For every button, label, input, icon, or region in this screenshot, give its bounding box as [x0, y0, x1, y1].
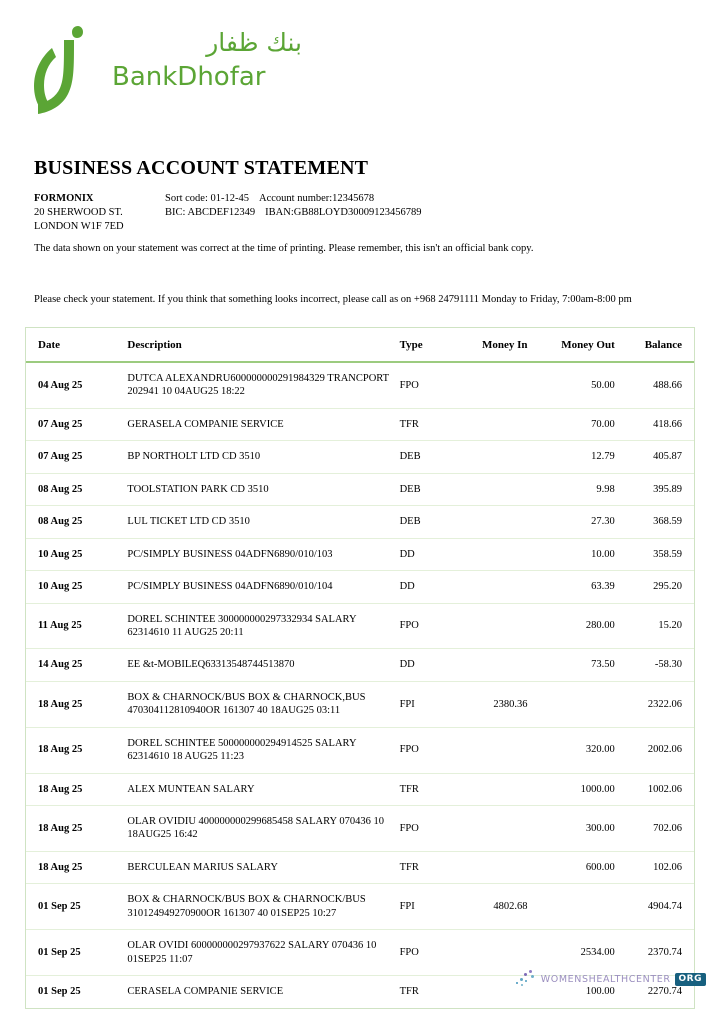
contact-notice: Please check your statement. If you think that something looks incorrect, please call as on +968 24791111 Monday to Friday, 7:00am-8:00 pm	[34, 294, 632, 305]
cell-description	[119, 538, 399, 570]
cell-balance: 2370.74	[615, 930, 694, 976]
cell-money-out: 50.00	[527, 362, 614, 408]
cell-date: 01 Sep 25	[26, 930, 119, 976]
cell-money-in	[452, 851, 527, 883]
cell-money-out: 10.00	[527, 538, 614, 570]
cell-money-out: 300.00	[527, 806, 614, 852]
table-row	[26, 649, 694, 681]
cell-description	[119, 441, 399, 473]
cell-balance: 2270.74	[647, 986, 682, 998]
cell-date: 07 Aug 25	[26, 441, 119, 473]
cell-money-out: 1000.00	[527, 773, 614, 805]
account-number: Account number:12345678	[259, 193, 375, 204]
description-line-1: OLAR OVIDI 600000000297937622 SALARY 070436 10	[127, 940, 377, 952]
account-details	[165, 192, 422, 220]
page-title: BUSINESS ACCOUNT STATEMENT	[34, 157, 369, 179]
dots-decoration-icon	[515, 970, 537, 988]
cell-type: DD	[400, 538, 453, 570]
cell-money-out: 73.50	[527, 649, 614, 681]
cell-balance: 395.89	[615, 473, 694, 505]
address-line-2: LONDON W1F 7ED	[34, 220, 124, 232]
cell-date: 18 Aug 25	[26, 773, 119, 805]
cell-description	[119, 649, 399, 681]
cell-balance: 358.59	[615, 538, 694, 570]
column-header-description: Description	[119, 328, 399, 362]
cell-date: 18 Aug 25	[26, 806, 119, 852]
column-header-money-out: Money Out	[527, 328, 614, 362]
description-line-1: DUTCA ALEXANDRU600000000291984329 TRANCPORT	[127, 373, 390, 384]
transactions-table	[26, 328, 694, 1008]
table-row	[26, 806, 694, 852]
cell-description	[119, 473, 399, 505]
cell-description	[119, 571, 399, 603]
cell-money-in	[452, 506, 527, 538]
cell-money-in: 2380.36	[452, 681, 527, 727]
cell-money-in	[452, 571, 527, 603]
cell-description	[119, 681, 399, 727]
cell-type: DEB	[400, 441, 453, 473]
cell-type: TFR	[400, 773, 453, 805]
cell-balance: 702.06	[615, 806, 694, 852]
table-row	[26, 408, 694, 440]
cell-money-out: 27.30	[527, 506, 614, 538]
cell-balance: 15.20	[615, 603, 694, 649]
cell-money-out: 280.00	[527, 603, 614, 649]
cell-description	[119, 727, 399, 773]
cell-money-in	[452, 773, 527, 805]
description-line-1: BOX & CHARNOCK/BUS BOX & CHARNOCK/BUS	[127, 894, 366, 906]
table-row	[26, 603, 694, 649]
table-row	[26, 727, 694, 773]
table-row	[26, 884, 694, 930]
cell-money-out	[527, 681, 614, 727]
cell-type: DD	[400, 649, 453, 681]
cell-description	[119, 773, 399, 805]
description-line-2: 62314610 18 AUG25 11:23	[127, 751, 244, 763]
cell-description	[119, 603, 399, 649]
cell-date: 14 Aug 25	[26, 649, 119, 681]
cell-money-out	[527, 884, 614, 930]
cell-description	[119, 851, 399, 883]
watermark-badge: ORG	[675, 973, 706, 986]
cell-money-out: 600.00	[527, 851, 614, 883]
table-row	[26, 681, 694, 727]
table-row	[26, 473, 694, 505]
watermark-text: WOMENSHEALTHCENTER	[540, 973, 671, 985]
description-line-1: OLAR OVIDIU 400000000299685458 SALARY 070436 10	[127, 816, 384, 827]
cell-type: FPI	[400, 681, 453, 727]
description-line-2: 62314610 11 AUG25 20:11	[127, 626, 244, 638]
cell-money-out: 70.00	[527, 408, 614, 440]
bic-code: BIC: ABCDEF12349	[165, 206, 256, 218]
cell-money-out: 320.00	[527, 727, 614, 773]
cell-money-in	[452, 727, 527, 773]
cell-type: DEB	[400, 506, 453, 538]
cell-balance: 368.59	[615, 506, 694, 538]
description-line-1: TOOLSTATION PARK CD 3510	[127, 483, 269, 495]
cell-date: 10 Aug 25	[26, 538, 119, 570]
cell-date: 01 Sep 25	[26, 884, 119, 930]
cell-money-out: 100.00	[585, 986, 615, 998]
cell-money-in	[452, 806, 527, 852]
table-row	[26, 506, 694, 538]
logo-arabic-text: بنك ظفار	[206, 28, 302, 57]
description-line-1: CERASELA COMPANIE SERVICE	[127, 986, 284, 998]
cell-type: FPO	[400, 806, 453, 852]
cell-money-in	[452, 362, 527, 408]
cell-money-in	[452, 603, 527, 649]
cell-type: TFR	[400, 408, 453, 440]
cell-date: 04 Aug 25	[26, 362, 119, 408]
cell-description	[119, 362, 399, 408]
table-row	[26, 851, 694, 883]
table-row	[26, 538, 694, 570]
table-header	[26, 328, 694, 362]
account-holder-name: FORMONIX	[34, 193, 94, 204]
bankdhofar-logo-mark	[34, 24, 108, 120]
account-details-row-2	[165, 206, 422, 220]
description-line-1: DOREL SCHINTEE 500000000294914525 SALARY	[127, 737, 357, 749]
cell-description	[119, 884, 399, 930]
cell-description	[119, 408, 399, 440]
description-line-1: LUL TICKET LTD CD 3510	[127, 516, 250, 528]
description-line-2: 18AUG25 16:42	[127, 829, 198, 841]
logo-latin-text: BankDhofar	[112, 62, 266, 92]
cell-balance: 405.87	[615, 441, 694, 473]
table-row	[26, 441, 694, 473]
column-header-date: Date	[26, 328, 119, 362]
description-line-2: 470304112810940OR 161307 40 18AUG25 03:11	[127, 705, 341, 717]
description-line-2: 202941 10 04AUG25 18:22	[127, 386, 245, 398]
cell-date: 08 Aug 25	[26, 506, 119, 538]
table-row	[26, 362, 694, 408]
description-line-1: BERCULEAN MARIUS SALARY	[127, 861, 278, 873]
cell-money-in	[452, 408, 527, 440]
cell-type: FPO	[400, 727, 453, 773]
description-line-1: DOREL SCHINTEE 300000000297332934 SALARY	[127, 613, 357, 625]
cell-money-in	[452, 649, 527, 681]
cell-balance: 295.20	[615, 571, 694, 603]
address-line-1: 20 SHERWOOD ST.	[34, 206, 123, 218]
cell-type: TFR	[399, 986, 419, 998]
cell-money-out: 12.79	[527, 441, 614, 473]
cell-money-in: 4802.68	[452, 884, 527, 930]
cell-balance: 488.66	[615, 362, 694, 408]
cell-money-out: 2534.00	[527, 930, 614, 976]
cell-balance: 102.06	[615, 851, 694, 883]
bank-logo	[34, 22, 304, 122]
iban-code: IBAN:GB88LOYD30009123456789	[265, 206, 422, 218]
cell-date: 18 Aug 25	[26, 681, 119, 727]
description-line-1: PC/SIMPLY BUSINESS 04ADFN6890/010/103	[127, 548, 333, 560]
cell-type: FPO	[400, 930, 453, 976]
cell-description	[119, 506, 399, 538]
table-body	[26, 362, 694, 1008]
column-header-type: Type	[400, 328, 453, 362]
cell-balance: 1002.06	[615, 773, 694, 805]
cell-money-in	[452, 538, 527, 570]
description-line-1: EE &t-MOBILEQ63313548744513870	[127, 659, 295, 671]
cell-date: 11 Aug 25	[26, 603, 119, 649]
description-line-2: 310124949270900OR 161307 40 01SEP25 10:27	[127, 907, 337, 919]
cell-balance: 2002.06	[615, 727, 694, 773]
cell-description	[119, 806, 399, 852]
cell-money-in	[452, 473, 527, 505]
description-line-1: BOX & CHARNOCK/BUS BOX & CHARNOCK,BUS	[127, 691, 366, 703]
cell-type: TFR	[400, 851, 453, 883]
cell-date: 18 Aug 25	[26, 727, 119, 773]
cell-date: 01 Sep 25	[38, 986, 81, 998]
column-header-money-in: Money In	[452, 328, 527, 362]
cell-date: 10 Aug 25	[26, 571, 119, 603]
cell-type: FPO	[400, 603, 453, 649]
cell-type: DD	[400, 571, 453, 603]
transactions-table-container	[25, 327, 695, 1009]
cell-description	[119, 930, 399, 976]
description-line-1: BP NORTHOLT LTD CD 3510	[127, 451, 261, 463]
cell-money-in	[452, 441, 527, 473]
footer-watermark	[515, 966, 706, 992]
description-line-1: ALEX MUNTEAN SALARY	[127, 783, 255, 795]
printing-notice: The data shown on your statement was correct at the time of printing. Please remember, this isn't an official bank copy.	[34, 243, 534, 254]
table-row	[26, 571, 694, 603]
cell-type: FPO	[400, 362, 453, 408]
cell-type: DEB	[400, 473, 453, 505]
cell-balance: 4904.74	[615, 884, 694, 930]
description-line-1: GERASELA COMPANIE SERVICE	[127, 418, 284, 430]
description-line-1: PC/SIMPLY BUSINESS 04ADFN6890/010/104	[127, 581, 333, 593]
sort-code: Sort code: 01-12-45	[165, 193, 249, 204]
cell-type: FPI	[400, 884, 453, 930]
cell-money-out: 9.98	[527, 473, 614, 505]
cell-date: 07 Aug 25	[26, 408, 119, 440]
cell-money-out: 63.39	[527, 571, 614, 603]
account-details-row-1	[165, 192, 422, 206]
table-row	[26, 773, 694, 805]
cell-balance: 418.66	[615, 408, 694, 440]
cell-description	[119, 976, 399, 1008]
table-header-row	[26, 328, 694, 362]
column-header-balance: Balance	[615, 328, 694, 362]
cell-date: 18 Aug 25	[26, 851, 119, 883]
cell-balance: -58.30	[615, 649, 694, 681]
cell-balance: 2322.06	[615, 681, 694, 727]
cell-date: 08 Aug 25	[26, 473, 119, 505]
description-line-2: 01SEP25 11:07	[127, 953, 193, 965]
account-holder-address	[34, 192, 124, 234]
